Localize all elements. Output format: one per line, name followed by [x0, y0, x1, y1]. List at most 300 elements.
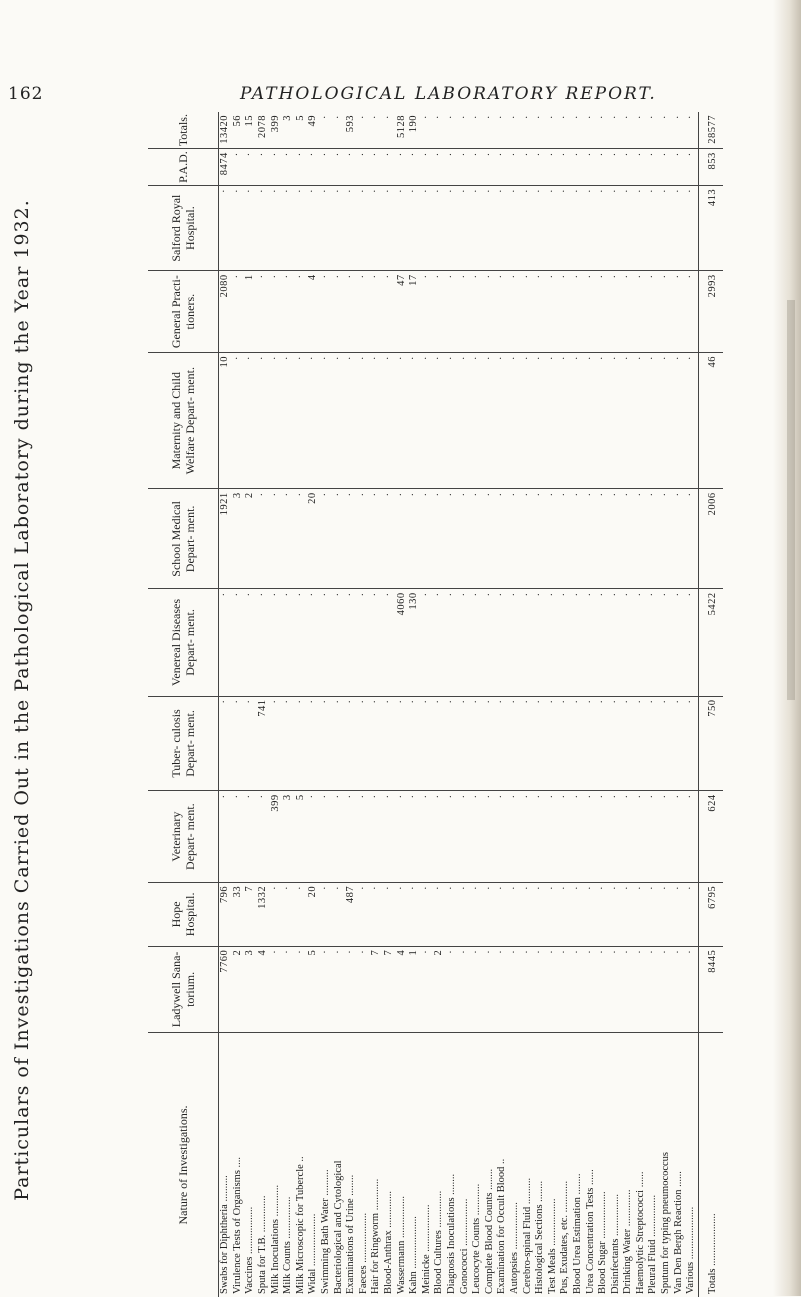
table-cell: · [332, 882, 345, 946]
table-cell: · [521, 589, 534, 696]
table-cell: · [483, 489, 496, 589]
row-label: Diagnosis Inoculations ........ [446, 1033, 459, 1297]
table-row [685, 112, 698, 1297]
table-cell: · [345, 489, 358, 589]
table-cell: · [320, 185, 333, 270]
table-cell: · [383, 882, 396, 946]
table-row [446, 112, 459, 1297]
table-cell: 56 [232, 112, 245, 149]
table-row [546, 112, 559, 1297]
table-cell: 6795 [698, 882, 723, 946]
table-row [395, 112, 408, 1297]
table-row [572, 112, 585, 1297]
table-cell: 190 [408, 112, 421, 149]
col-header-tuberculosis: Tuber- culosis Depart- ment. [148, 696, 219, 791]
table-cell: · [521, 112, 534, 149]
table-cell: · [269, 352, 282, 488]
row-label: Pus, Exudates, etc. ............ [559, 1033, 572, 1297]
table-cell: · [219, 185, 232, 270]
row-label: Blood Urea Estimation ........ [572, 1033, 585, 1297]
table-cell: · [395, 696, 408, 791]
table-cell: · [358, 589, 371, 696]
table-cell: · [345, 791, 358, 883]
table-cell: · [672, 791, 685, 883]
table-cell: · [584, 946, 597, 1032]
table-cell: · [358, 112, 371, 149]
table-cell: · [358, 149, 371, 186]
table-cell: 47 [395, 271, 408, 353]
table-cell: · [672, 271, 685, 353]
table-cell: · [635, 489, 648, 589]
table-cell: · [635, 352, 648, 488]
table-cell: 8445 [698, 946, 723, 1032]
table-cell: · [370, 149, 383, 186]
table-cell: 796 [219, 882, 232, 946]
table-cell: · [345, 271, 358, 353]
table-cell: · [295, 882, 308, 946]
table-cell: 3 [244, 946, 257, 1032]
row-label: Leucocyte Counts ............ [471, 1033, 484, 1297]
table-cell: · [685, 946, 698, 1032]
table-cell: · [458, 696, 471, 791]
table-cell: 8474 [219, 149, 232, 186]
table-cell: · [358, 882, 371, 946]
table-cell: · [307, 352, 320, 488]
table-cell: · [408, 352, 421, 488]
table-cell: · [521, 791, 534, 883]
table-cell: · [446, 946, 459, 1032]
table-cell: · [320, 882, 333, 946]
table-row [320, 112, 333, 1297]
table-cell: · [282, 882, 295, 946]
row-label: Various .................... [685, 1033, 698, 1297]
table-cell: 2993 [698, 271, 723, 353]
table-cell: · [521, 882, 534, 946]
table-cell: · [521, 149, 534, 186]
table-cell: · [509, 489, 522, 589]
table-cell: · [232, 149, 245, 186]
table-row [622, 112, 635, 1297]
table-cell: · [282, 696, 295, 791]
table-cell: · [559, 185, 572, 270]
row-label: Blood-Anthrax .............. [383, 1033, 396, 1297]
table-cell: · [672, 946, 685, 1032]
table-cell: · [383, 271, 396, 353]
table-cell: · [622, 791, 635, 883]
row-label: Wassermann ................ [395, 1033, 408, 1297]
col-header-venereal: Venereal Diseases Depart- ment. [148, 589, 219, 696]
table-cell: · [370, 489, 383, 589]
table-cell: · [496, 489, 509, 589]
table-cell: · [282, 149, 295, 186]
table-cell: · [370, 882, 383, 946]
table-cell: · [471, 149, 484, 186]
table-cell: · [622, 489, 635, 589]
row-label: Complete Blood Counts ........ [483, 1033, 496, 1297]
table-cell: · [219, 696, 232, 791]
table-row [584, 112, 597, 1297]
table-cell: · [672, 489, 685, 589]
table-row [332, 112, 345, 1297]
table-cell: · [609, 149, 622, 186]
table-cell: · [421, 352, 434, 488]
table-cell: 7 [383, 946, 396, 1032]
table-cell: · [345, 149, 358, 186]
table-cell: · [282, 185, 295, 270]
col-header-school: School Medical Depart- ment. [148, 489, 219, 589]
table-cell: · [672, 352, 685, 488]
table-cell: · [232, 696, 245, 791]
table-cell: 2 [244, 489, 257, 589]
table-cell: · [269, 149, 282, 186]
table-cell: · [559, 271, 572, 353]
table-cell: 593 [345, 112, 358, 149]
table-row [295, 112, 308, 1297]
table-cell: · [320, 149, 333, 186]
table-cell: · [269, 882, 282, 946]
table-row [521, 112, 534, 1297]
table-cell: · [635, 946, 648, 1032]
table-cell: · [546, 791, 559, 883]
table-cell: · [244, 149, 257, 186]
table-cell: · [446, 882, 459, 946]
table-row [496, 112, 509, 1297]
table-cell: · [660, 489, 673, 589]
table-cell: 413 [698, 185, 723, 270]
table-cell: · [672, 882, 685, 946]
table-cell: · [509, 352, 522, 488]
table-cell: · [332, 185, 345, 270]
table-cell: · [534, 352, 547, 488]
table-cell: · [597, 589, 610, 696]
table-cell: · [509, 149, 522, 186]
table-cell: 1 [408, 946, 421, 1032]
table-cell: 10 [219, 352, 232, 488]
col-header-ladywell: Ladywell Sana- torium. [148, 946, 219, 1032]
table-cell: 7760 [219, 946, 232, 1032]
table-cell: · [559, 589, 572, 696]
table-cell: · [534, 696, 547, 791]
table-cell: · [345, 946, 358, 1032]
table-cell: · [572, 185, 585, 270]
table-cell: · [546, 946, 559, 1032]
table-cell: · [408, 791, 421, 883]
table-cell: · [471, 352, 484, 488]
table-cell: · [345, 352, 358, 488]
table-cell: · [458, 489, 471, 589]
table-cell: · [559, 946, 572, 1032]
table-cell: · [320, 696, 333, 791]
table-cell: · [383, 489, 396, 589]
table-cell: · [395, 185, 408, 270]
table-cell: · [307, 185, 320, 270]
table-cell: · [421, 589, 434, 696]
table-cell: · [685, 882, 698, 946]
table-cell: · [358, 791, 371, 883]
table-cell: · [332, 946, 345, 1032]
table-cell: · [446, 489, 459, 589]
table-cell: · [358, 185, 371, 270]
table-cell: · [584, 271, 597, 353]
row-label: Swabs for Diphtheria .......... [219, 1033, 232, 1297]
table-cell: · [358, 271, 371, 353]
table-cell: · [471, 696, 484, 791]
table-cell: · [647, 589, 660, 696]
table-cell: · [672, 589, 685, 696]
table-cell: · [269, 185, 282, 270]
table-cell: 5128 [395, 112, 408, 149]
col-header-hope: Hope Hospital. [148, 882, 219, 946]
table-cell: · [370, 352, 383, 488]
table-cell: · [496, 696, 509, 791]
table-cell: · [622, 589, 635, 696]
table-cell: · [534, 882, 547, 946]
table-cell: 5 [295, 791, 308, 883]
table-cell: · [509, 271, 522, 353]
table-cell: · [458, 271, 471, 353]
table-cell: 20 [307, 489, 320, 589]
table-cell: · [370, 271, 383, 353]
table-cell: 33 [232, 882, 245, 946]
table-cell: · [307, 791, 320, 883]
table-cell: · [269, 489, 282, 589]
table-cell: · [546, 882, 559, 946]
table-cell: · [483, 112, 496, 149]
row-label: Bacteriological and Cytological [332, 1033, 345, 1297]
table-cell: · [534, 185, 547, 270]
table-cell: · [509, 185, 522, 270]
row-label: Faeces ................... [358, 1033, 371, 1297]
row-label: Virulence Tests of Organisms .... [232, 1033, 245, 1297]
table-cell: · [433, 271, 446, 353]
table-cell: · [307, 696, 320, 791]
table-cell: · [219, 589, 232, 696]
table-cell: · [622, 882, 635, 946]
table-cell: · [609, 696, 622, 791]
table-cell: · [685, 185, 698, 270]
table-cell: · [635, 185, 648, 270]
table-cell: · [597, 946, 610, 1032]
table-cell: · [446, 589, 459, 696]
table-cell: · [685, 271, 698, 353]
table-row [471, 112, 484, 1297]
table-cell: · [509, 882, 522, 946]
table-cell: 853 [698, 149, 723, 186]
table-cell: · [383, 112, 396, 149]
table-cell: · [370, 696, 383, 791]
table-cell: · [609, 185, 622, 270]
table-cell: · [483, 589, 496, 696]
table-cell: · [609, 946, 622, 1032]
table-cell: · [383, 149, 396, 186]
table-cell: · [458, 589, 471, 696]
table-cell: · [269, 589, 282, 696]
table-cell: · [559, 112, 572, 149]
table-cell: · [332, 271, 345, 353]
table-row [345, 112, 358, 1297]
row-label: Van Den Bergh Reaction ...... [672, 1033, 685, 1297]
table-cell: · [534, 791, 547, 883]
table-cell: · [672, 149, 685, 186]
table-cell: 3 [282, 112, 295, 149]
col-header-pad: P.A.D. [148, 149, 219, 186]
table-cell: · [471, 489, 484, 589]
table-cell: · [320, 352, 333, 488]
table-cell: · [295, 149, 308, 186]
table-cell: · [559, 696, 572, 791]
table-cell: · [332, 696, 345, 791]
binding-shadow [787, 300, 795, 700]
table-cell: · [685, 489, 698, 589]
row-label: Cerebro-spinal Fluid .......... [521, 1033, 534, 1297]
table-cell: · [282, 271, 295, 353]
row-label: Haemolytic Streptococci ...... [635, 1033, 648, 1297]
table-cell: · [269, 946, 282, 1032]
table-cell: · [257, 589, 270, 696]
table-cell: · [433, 185, 446, 270]
table-cell: · [521, 185, 534, 270]
running-head: PATHOLOGICAL LABORATORY REPORT. [240, 84, 657, 104]
table-row [421, 112, 434, 1297]
row-label: Widal .................... [307, 1033, 320, 1297]
table-cell: · [421, 149, 434, 186]
table-cell: · [546, 185, 559, 270]
table-cell: · [496, 271, 509, 353]
table-cell: · [332, 589, 345, 696]
table-cell: · [660, 589, 673, 696]
table-cell: · [446, 112, 459, 149]
table-cell: · [496, 589, 509, 696]
table-cell: · [295, 489, 308, 589]
table-cell: · [370, 589, 383, 696]
table-cell: · [572, 149, 585, 186]
table-cell: · [597, 271, 610, 353]
table-cell: · [395, 352, 408, 488]
table-cell: · [395, 791, 408, 883]
side-title: Particulars of Investigations Carried Out in the Pathological Laboratory during the Year 1932. [11, 125, 41, 1275]
table-cell: · [496, 149, 509, 186]
table-cell: · [320, 271, 333, 353]
table-cell: 1332 [257, 882, 270, 946]
table-cell: · [458, 149, 471, 186]
col-header-general-practitioners: General Practi- tioners. [148, 271, 219, 353]
table-cell: · [471, 185, 484, 270]
table-cell: · [471, 271, 484, 353]
table-cell: · [282, 489, 295, 589]
table-cell: · [597, 185, 610, 270]
table-cell: · [345, 185, 358, 270]
table-cell: · [332, 791, 345, 883]
table-cell: · [232, 589, 245, 696]
table-cell: · [496, 185, 509, 270]
row-label: Examination for Occult Blood .. [496, 1033, 509, 1297]
table-cell: · [584, 882, 597, 946]
table-cell: · [483, 882, 496, 946]
table-row [609, 112, 622, 1297]
table-cell: · [295, 185, 308, 270]
table-cell: · [433, 882, 446, 946]
table-cell: · [471, 791, 484, 883]
table-cell: · [521, 946, 534, 1032]
table-cell: · [395, 149, 408, 186]
table-cell: · [622, 185, 635, 270]
table-cell: · [320, 946, 333, 1032]
table-cell: · [295, 271, 308, 353]
table-row [433, 112, 446, 1297]
row-label: Disinfectants ................ [609, 1033, 622, 1297]
table-cell: · [320, 112, 333, 149]
table-cell: · [458, 352, 471, 488]
table-cell: · [584, 696, 597, 791]
table-cell: · [408, 696, 421, 791]
table-cell: · [572, 271, 585, 353]
table-cell: · [572, 791, 585, 883]
table-cell: · [609, 112, 622, 149]
table-row [219, 112, 232, 1297]
row-label: Sputum for typing pneumococcus [660, 1033, 673, 1297]
table-cell: · [421, 185, 434, 270]
row-label: Hair for Ringworm ............ [370, 1033, 383, 1297]
table-cell: · [685, 149, 698, 186]
table-cell: · [244, 589, 257, 696]
table-cell: · [295, 352, 308, 488]
table-cell: · [320, 791, 333, 883]
row-label: Blood Cultures .............. [433, 1033, 446, 1297]
table-cell: · [370, 112, 383, 149]
table-cell: · [521, 489, 534, 589]
table-cell: 130 [408, 589, 421, 696]
table-cell: · [483, 271, 496, 353]
table-cell: · [597, 791, 610, 883]
table-row [635, 112, 648, 1297]
table-cell: 399 [269, 791, 282, 883]
table-cell: · [446, 149, 459, 186]
table-cell: · [546, 696, 559, 791]
table-row [358, 112, 371, 1297]
table-cell: · [572, 696, 585, 791]
table-cell: 3 [282, 791, 295, 883]
table-row [672, 112, 685, 1297]
table-row [509, 112, 522, 1297]
table-cell: · [509, 696, 522, 791]
table-cell: · [370, 185, 383, 270]
table-row [232, 112, 245, 1297]
table-cell: · [597, 882, 610, 946]
table-cell: · [219, 791, 232, 883]
table-cell: 17 [408, 271, 421, 353]
table-cell: · [244, 185, 257, 270]
table-cell: · [584, 185, 597, 270]
table-cell: · [559, 489, 572, 589]
table-cell: · [647, 112, 660, 149]
totals-row [698, 112, 723, 1297]
table-row [660, 112, 673, 1297]
table-cell: · [383, 696, 396, 791]
table-cell: · [609, 489, 622, 589]
table-cell: · [597, 112, 610, 149]
table-cell: · [546, 112, 559, 149]
table-row [534, 112, 547, 1297]
table-cell: · [609, 791, 622, 883]
table-cell: · [483, 352, 496, 488]
table-cell: 15 [244, 112, 257, 149]
table-cell: · [597, 696, 610, 791]
table-cell: · [660, 112, 673, 149]
table-cell: · [408, 185, 421, 270]
table-cell: 1 [244, 271, 257, 353]
table-cell: · [622, 696, 635, 791]
table-cell: · [622, 149, 635, 186]
